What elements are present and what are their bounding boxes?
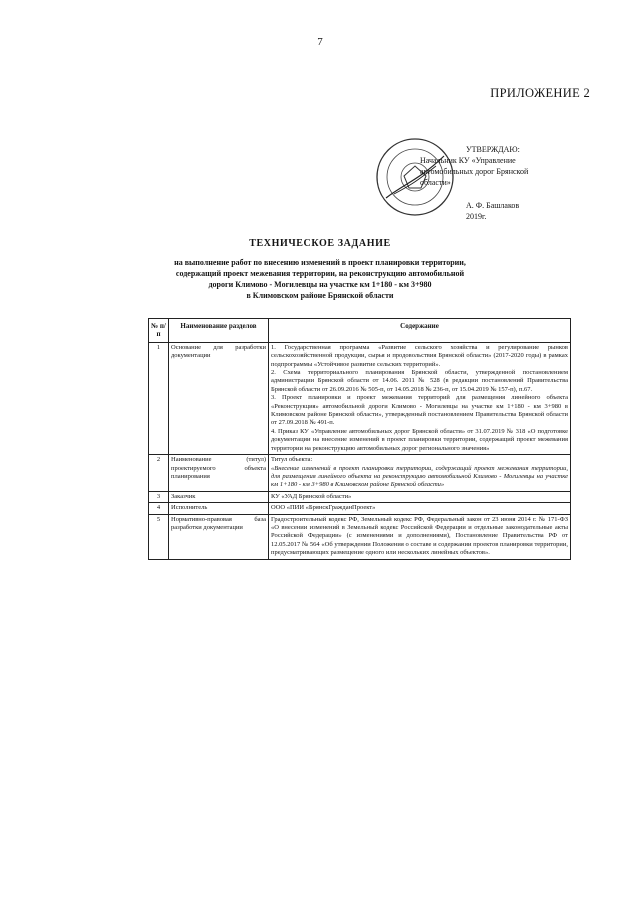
header-content: Содержание: [269, 319, 571, 343]
table-row: [149, 455, 571, 492]
row-content: [269, 455, 571, 492]
subtitle-line: в Климовском районе Брянской области: [246, 291, 394, 300]
technical-spec-table: [148, 318, 571, 560]
header-name: Наименование разделов: [169, 319, 269, 343]
page-number: 7: [317, 36, 323, 48]
table-row: [149, 491, 571, 502]
content-label: Титул объекта:: [271, 456, 313, 464]
table-row: [149, 342, 571, 454]
row-name: Исполнитель: [169, 503, 269, 514]
content-paragraph: 3. Проект планировки и проект межевания территорий для размещения линейного объекта «Реконструкция» автомобильной дороги Климово - Могилевцы на участке км 1+180 - км 3+980 в Климовском районе Брянской области», утвержденный постановлением Правительства Брянской области от 27.09.2018 № 491-п.: [271, 394, 568, 427]
approval-line: Начальник КУ «Управление: [420, 156, 516, 165]
approval-line: области»: [420, 178, 451, 187]
content-paragraph: 1. Государственная программа «Развитие сельского хозяйства и регулирование рынков сельскохозяйственной продукции, сырья и продовольствия Брянской области» (2017-2020 годы) в рамках подпрограммы «Устойчивое развитие сельских территорий».: [271, 343, 568, 368]
appendix-label: ПРИЛОЖЕНИЕ 2: [490, 86, 590, 100]
content-paragraph: 4. Приказ КУ «Управление автомобильных дорог Брянской области» от 31.07.2019 № 318 «О подготовке документации на внесение изменений в проект планировки территории, содержащий проект межевания территории на реконструкцию автомобильных дорог регионального значения»: [271, 427, 568, 452]
content-paragraph: 2. Схема территориального планирования Брянской области, утвержденной постановлением администрации Брянской области от 14.06. 2011 № 528 (в редакции постановлений Правительства Брянской области от 26.09.2016 № 505-п, от 14.05.2018 № 236-п, от 15.04.2019 № 157-п), п.67.: [271, 369, 568, 393]
row-num: 4: [149, 503, 169, 514]
row-name: Заказчик: [169, 491, 269, 502]
row-num: 2: [149, 455, 169, 492]
document-title: ТЕХНИЧЕСКОЕ ЗАДАНИЕ: [249, 238, 391, 249]
row-num: 3: [149, 491, 169, 502]
subtitle-line: на выполнение работ по внесению изменений в проект планировки территории,: [174, 258, 466, 267]
row-content: [269, 342, 571, 454]
content-paragraph: «Внесение изменений в проект планировки территории, содержащий проект межевания территории, для размещения линейного объекта на реконструкцию автомобильной Климово - Могилевцы на участке км 1+180 - км 3+980 в Климовском районе Брянской области»: [271, 464, 568, 489]
table-header-row: [149, 319, 571, 343]
header-num: № п/п: [149, 319, 169, 343]
row-content: КУ «УАД Брянской области»: [269, 491, 571, 502]
approval-date: 2019г.: [466, 212, 487, 221]
table-row: [149, 514, 571, 559]
table-row: [149, 503, 571, 514]
approval-line: УТВЕРЖДАЮ:: [466, 145, 520, 154]
document-subtitle: [0, 257, 640, 301]
row-name: Основание для разработки документации: [169, 342, 269, 454]
row-num: 1: [149, 342, 169, 454]
row-name: Наименование (титул) проектируемого объекта планирования: [169, 455, 269, 492]
row-content: Градостроительный кодекс РФ, Земельный кодекс РФ, Федеральный закон от 23 июня 2014 г. № 171-ФЗ «О внесении изменений в Земельный кодекс Российской Федерации и отдельные законодательные акты Российской Федерации» (с изменениями и дополнениями), Постановление Правительства РФ от 12.05.2017 № 564 «Об утверждении Положения о составе и содержании проектов планировки территории, предусматривающих размещение одного или нескольких линейных объектов».: [269, 514, 571, 559]
approval-signatory: А. Ф. Башлаков: [466, 201, 520, 210]
approval-block: [420, 144, 528, 222]
document-heading: [0, 238, 640, 301]
approval-line: автомобильных дорог Брянской: [420, 167, 529, 176]
row-content: ООО «ПИИ «БрянскГражданПроект»: [269, 503, 571, 514]
row-num: 5: [149, 514, 169, 559]
subtitle-line: дороги Климово - Могилевцы на участке км 1+180 - км 3+980: [208, 280, 432, 289]
row-name: Нормативно-правовая база разработки документации: [169, 514, 269, 559]
subtitle-line: содержащий проект межевания территории, на реконструкцию автомобильной: [175, 269, 465, 278]
